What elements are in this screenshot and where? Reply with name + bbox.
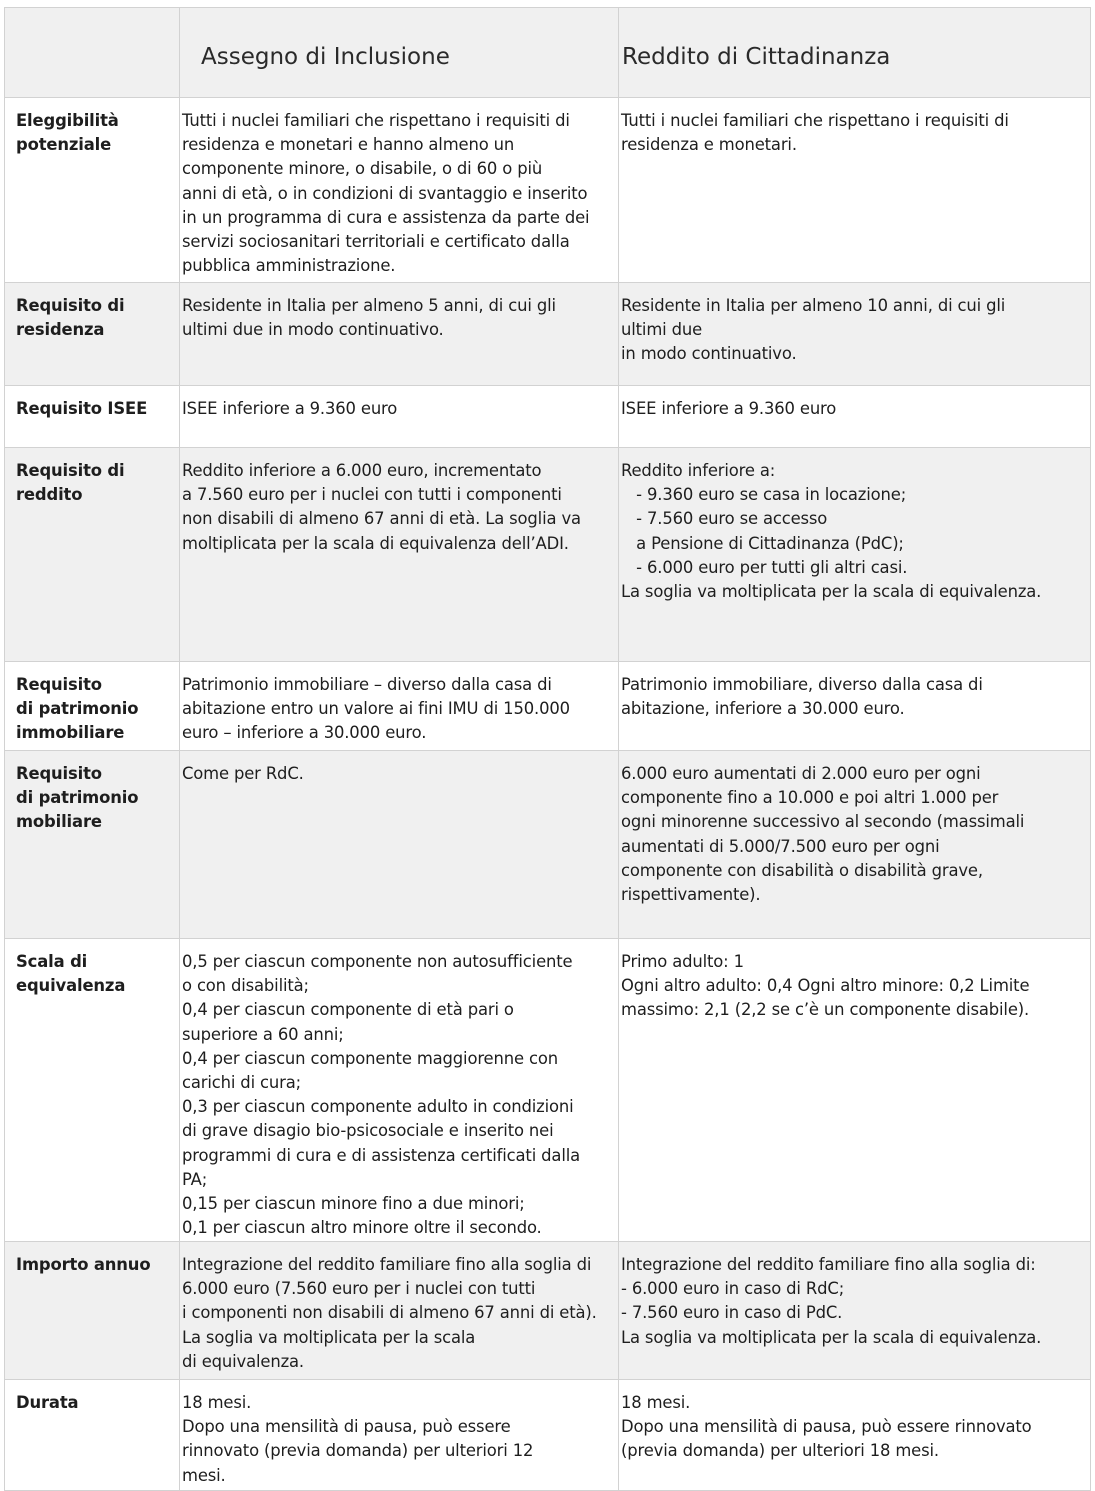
cell-text-line: 0,1 per ciascun altro minore oltre il secondo. — [182, 1218, 542, 1238]
assegno-di-inclusione-cell — [180, 1242, 619, 1380]
cell-text-line: - 7.560 euro se accesso — [621, 509, 828, 529]
cell-text-line: di grave disagio bio-psicosociale e inserito nei — [182, 1121, 554, 1141]
table-row — [5, 1380, 1091, 1491]
cell-text-line: abitazione, inferiore a 30.000 euro. — [621, 699, 905, 719]
cell-text-line: Durata — [16, 1393, 79, 1412]
cell-text-line: Primo adulto: 1 — [621, 952, 744, 971]
cell-text-line: ISEE inferiore a 9.360 euro — [182, 399, 398, 418]
row-label-cell — [5, 386, 180, 448]
table-body — [5, 98, 1091, 1491]
cell-text-line: programmi di cura e di assistenza certificati dalla — [182, 1145, 581, 1165]
reddito-di-cittadinanza-cell — [619, 662, 1091, 751]
cell-text-line: equivalenza — [16, 976, 126, 996]
cell-text-line: Residente in Italia per almeno 10 anni, di cui gli — [621, 296, 1006, 315]
cell-text-line: rinnovato (previa domanda) per ulteriori 12 — [182, 1441, 534, 1461]
cell-text-line: superiore a 60 anni; — [182, 1024, 344, 1044]
reddito-di-cittadinanza-cell — [619, 98, 1091, 283]
cell-text-line: Requisito — [16, 764, 102, 783]
reddito-di-cittadinanza-cell — [619, 1380, 1091, 1491]
cell-text-line: non disabili di almeno 67 anni di età. La soglia va — [182, 509, 581, 529]
cell-text-line: carichi di cura; — [182, 1073, 301, 1093]
cell-text-line: Requisito di — [16, 296, 125, 315]
cell-text-line: componente con disabilità o disabilità grave, — [621, 860, 983, 880]
cell-text-line: La soglia va moltiplicata per la scala di equivalenza. — [621, 1327, 1042, 1347]
reddito-di-cittadinanza-cell — [619, 751, 1091, 939]
cell-text-line: pubblica amministrazione. — [182, 256, 396, 276]
cell-text-line: Integrazione del reddito familiare fino alla soglia di: — [621, 1255, 1036, 1274]
comparison-table — [4, 7, 1091, 1491]
cell-text-line: mesi. — [182, 1465, 226, 1485]
assegno-di-inclusione-cell — [180, 448, 619, 662]
assegno-di-inclusione-cell — [180, 1380, 619, 1491]
cell-text-line: euro – inferiore a 30.000 euro. — [182, 723, 427, 743]
header-empty-cell — [5, 8, 180, 98]
cell-text-line: 18 mesi. — [182, 1393, 252, 1412]
cell-text-line: Patrimonio immobiliare, diverso dalla casa di — [621, 675, 983, 694]
cell-text-line: in un programma di cura e assistenza da parte dei — [182, 207, 590, 227]
cell-text-line: o con disabilità; — [182, 976, 309, 996]
table-row — [5, 448, 1091, 662]
header-assegno-di-inclusione: Assegno di Inclusione — [180, 8, 619, 98]
table-row — [5, 386, 1091, 448]
cell-text-line: - 6.000 euro in caso di RdC; — [621, 1279, 845, 1299]
reddito-di-cittadinanza-cell — [619, 283, 1091, 386]
cell-text-line: a Pensione di Cittadinanza (PdC); — [621, 533, 904, 553]
cell-text-line: - 6.000 euro per tutti gli altri casi. — [621, 557, 908, 577]
cell-text-line: Requisito ISEE — [16, 399, 148, 418]
assegno-di-inclusione-cell — [180, 386, 619, 448]
header-reddito-di-cittadinanza: Reddito di Cittadinanza — [619, 8, 1091, 98]
cell-text-line: Ogni altro adulto: 0,4 Ogni altro minore: 0,2 Limite — [621, 976, 1030, 996]
cell-text-line: servizi sociosanitari territoriali e certificato dalla — [182, 232, 570, 252]
cell-text-line: Requisito di — [16, 461, 125, 480]
reddito-di-cittadinanza-cell — [619, 448, 1091, 662]
cell-text-line: 0,15 per ciascun minore fino a due minori; — [182, 1194, 525, 1214]
cell-text-line: 0,3 per ciascun componente adulto in condizioni — [182, 1097, 574, 1117]
cell-text-line: - 9.360 euro se casa in locazione; — [621, 485, 907, 505]
cell-text-line: (previa domanda) per ulteriori 18 mesi. — [621, 1441, 939, 1461]
cell-text-line: 6.000 euro (7.560 euro per i nuclei con tutti — [182, 1279, 536, 1299]
cell-text-line: 6.000 euro aumentati di 2.000 euro per ogni — [621, 764, 981, 783]
cell-text-line: residenza e monetari e hanno almeno un — [182, 135, 515, 155]
table-row — [5, 751, 1091, 939]
comparison-table-wrapper — [4, 7, 1090, 1491]
assegno-di-inclusione-cell — [180, 98, 619, 283]
cell-text-line: anni di età, o in condizioni di svantaggio e inserito — [182, 183, 588, 203]
cell-text-line: immobiliare — [16, 723, 125, 743]
cell-text-line: Residente in Italia per almeno 5 anni, di cui gli — [182, 296, 556, 315]
row-label-cell — [5, 939, 180, 1242]
table-row — [5, 1242, 1091, 1380]
cell-text-line: di patrimonio — [16, 788, 139, 808]
cell-text-line: a 7.560 euro per i nuclei con tutti i componenti — [182, 485, 562, 505]
row-label-cell — [5, 1380, 180, 1491]
assegno-di-inclusione-cell — [180, 662, 619, 751]
cell-text-line: ISEE inferiore a 9.360 euro — [621, 399, 837, 418]
cell-text-line: 0,5 per ciascun componente non autosufficiente — [182, 952, 573, 971]
cell-text-line: 18 mesi. — [621, 1393, 691, 1412]
assegno-di-inclusione-cell — [180, 283, 619, 386]
row-label-cell — [5, 1242, 180, 1380]
cell-text-line: Tutti i nuclei familiari che rispettano i requisiti di — [621, 111, 1009, 130]
cell-text-line: rispettivamente). — [621, 885, 761, 905]
cell-text-line: Importo annuo — [16, 1255, 151, 1274]
cell-text-line: Patrimonio immobiliare – diverso dalla casa di — [182, 675, 552, 694]
cell-text-line: Requisito — [16, 675, 102, 694]
cell-text-line: La soglia va moltiplicata per la scala — [182, 1327, 476, 1347]
reddito-di-cittadinanza-cell — [619, 386, 1091, 448]
cell-text-line: Eleggibilità — [16, 111, 119, 130]
cell-text-line: massimo: 2,1 (2,2 se c’è un componente disabile). — [621, 1000, 1030, 1020]
table-row — [5, 939, 1091, 1242]
cell-text-line: Come per RdC. — [182, 764, 304, 783]
row-label-cell — [5, 751, 180, 939]
cell-text-line: Reddito inferiore a: — [621, 461, 776, 480]
cell-text-line: Dopo una mensilità di pausa, può essere rinnovato — [621, 1417, 1032, 1437]
row-label-cell — [5, 98, 180, 283]
cell-text-line: ultimi due — [621, 320, 703, 340]
cell-text-line: reddito — [16, 485, 83, 505]
cell-text-line: residenza — [16, 320, 105, 340]
cell-text-line: 0,4 per ciascun componente maggiorenne con — [182, 1048, 558, 1068]
assegno-di-inclusione-cell — [180, 751, 619, 939]
row-label-cell — [5, 448, 180, 662]
cell-text-line: Scala di — [16, 952, 88, 971]
table-row — [5, 283, 1091, 386]
cell-text-line: di patrimonio — [16, 699, 139, 719]
table-header-row — [5, 8, 1091, 98]
table-row — [5, 98, 1091, 283]
reddito-di-cittadinanza-cell — [619, 1242, 1091, 1380]
table-row — [5, 662, 1091, 751]
assegno-di-inclusione-cell — [180, 939, 619, 1242]
cell-text-line: ultimi due in modo continuativo. — [182, 320, 444, 340]
cell-text-line: potenziale — [16, 135, 112, 155]
cell-text-line: Integrazione del reddito familiare fino alla soglia di — [182, 1255, 592, 1274]
cell-text-line: 0,4 per ciascun componente di età pari o — [182, 1000, 514, 1020]
cell-text-line: mobiliare — [16, 812, 102, 832]
cell-text-line: i componenti non disabili di almeno 67 anni di età). — [182, 1303, 597, 1323]
cell-text-line: in modo continuativo. — [621, 344, 797, 364]
cell-text-line: abitazione entro un valore ai fini IMU di 150.000 — [182, 699, 570, 719]
reddito-di-cittadinanza-cell — [619, 939, 1091, 1242]
cell-text-line: residenza e monetari. — [621, 135, 797, 155]
cell-text-line: La soglia va moltiplicata per la scala di equivalenza. — [621, 582, 1042, 602]
cell-text-line: Reddito inferiore a 6.000 euro, incrementato — [182, 461, 542, 480]
cell-text-line: ogni minorenne successivo al secondo (massimali — [621, 812, 1025, 832]
row-label-cell — [5, 662, 180, 751]
cell-text-line: aumentati di 5.000/7.500 euro per ogni — [621, 836, 940, 856]
cell-text-line: Tutti i nuclei familiari che rispettano i requisiti di — [182, 111, 570, 130]
cell-text-line: Dopo una mensilità di pausa, può essere — [182, 1417, 511, 1437]
row-label-cell — [5, 283, 180, 386]
cell-text-line: - 7.560 euro in caso di PdC. — [621, 1303, 843, 1323]
cell-text-line: componente fino a 10.000 e poi altri 1.000 per — [621, 788, 999, 808]
cell-text-line: di equivalenza. — [182, 1351, 304, 1371]
cell-text-line: PA; — [182, 1169, 208, 1189]
cell-text-line: moltiplicata per la scala di equivalenza dell’ADI. — [182, 533, 569, 553]
cell-text-line: componente minore, o disabile, o di 60 o più — [182, 159, 543, 179]
